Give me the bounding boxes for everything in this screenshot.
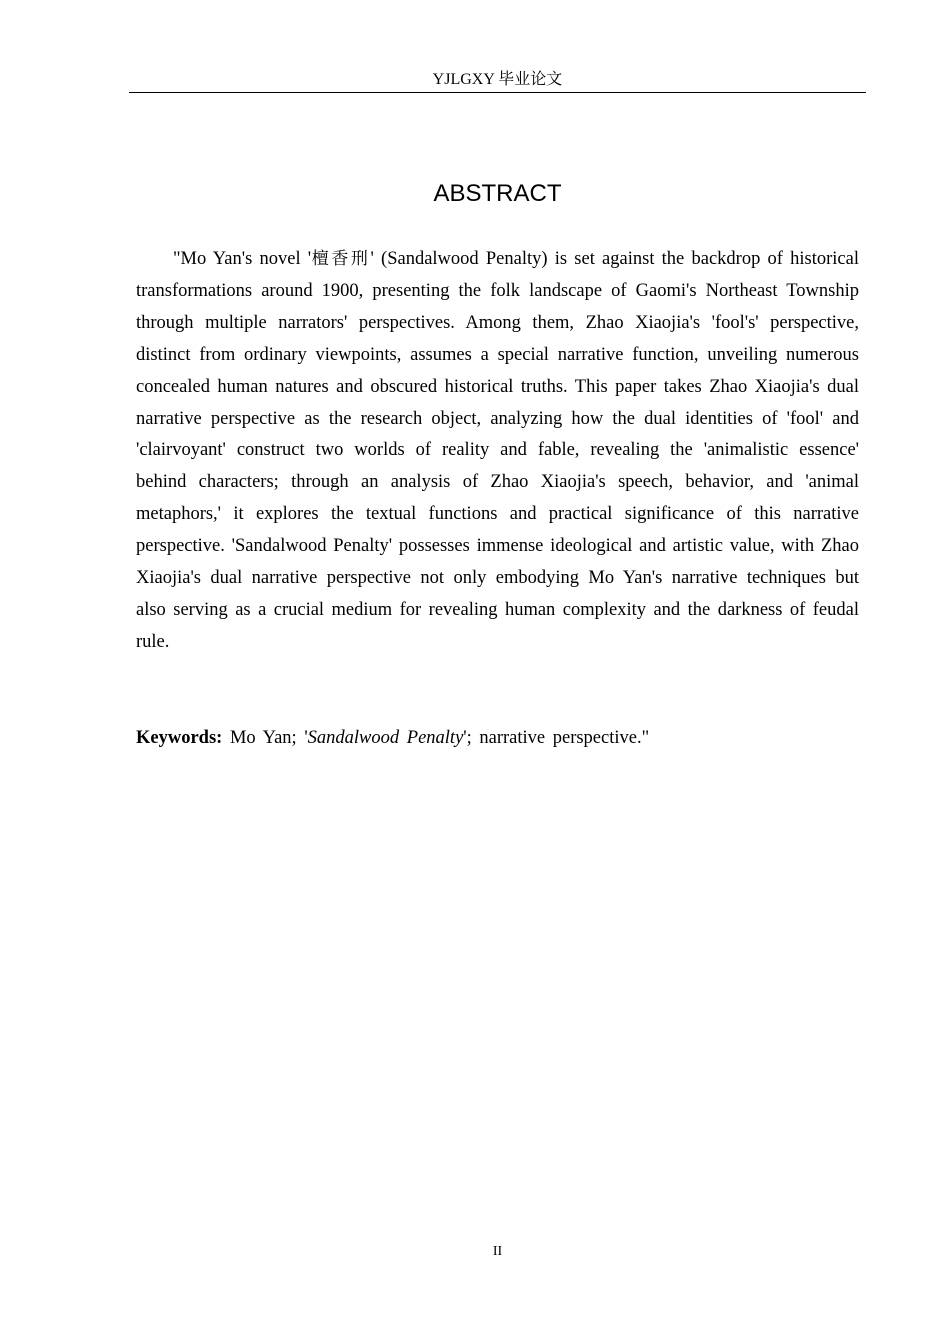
keywords-label: Keywords:: [136, 728, 223, 748]
keywords-line: [136, 723, 859, 755]
abstract-title: ABSTRACT: [433, 180, 562, 207]
keywords-part-2: '; narrative perspective.": [463, 728, 650, 748]
keywords-part-1: Mo Yan; ': [222, 728, 308, 748]
keywords-italic-title: Sandalwood Penalty: [307, 728, 464, 748]
page-number: II: [492, 1244, 503, 1259]
abstract-body: [136, 244, 859, 659]
header-text: YJLGXY 毕业论文: [432, 71, 563, 88]
abstract-body-rest: ' (Sandalwood Penalty) is set against the backdrop of historical transformations around 1900, presenting the folk landscape of Gaomi's Northeast Township through multiple narrators' perspectives. Among them, Zhao Xiaojia's 'fool's' perspective, distinct from ordinary viewpoints, assumes a special narrative function, unveiling numerous concealed human natures and obscured historical truths. This paper takes Zhao Xiaojia's dual narrative perspective as the research object, analyzing how the dual identities of 'fool' and 'clairvoyant' construct two worlds of reality and fable, revealing the 'animalistic essence' behind characters; through an analysis of Zhao Xiaojia's speech, behavior, and 'animal metaphors,' it explores the textual functions and practical significance of this narrative perspective. 'Sandalwood Penalty' possesses immense ideological and artistic value, with Zhao Xiaojia's dual narrative perspective not only embodying Mo Yan's narrative techniques but also serving as a crucial medium for revealing human complexity and the darkness of feudal rule.: [136, 249, 859, 652]
abstract-chinese-title: 檀香刑: [311, 249, 371, 269]
page-header: [129, 68, 866, 93]
abstract-body-start: "Mo Yan's novel ': [173, 249, 312, 269]
